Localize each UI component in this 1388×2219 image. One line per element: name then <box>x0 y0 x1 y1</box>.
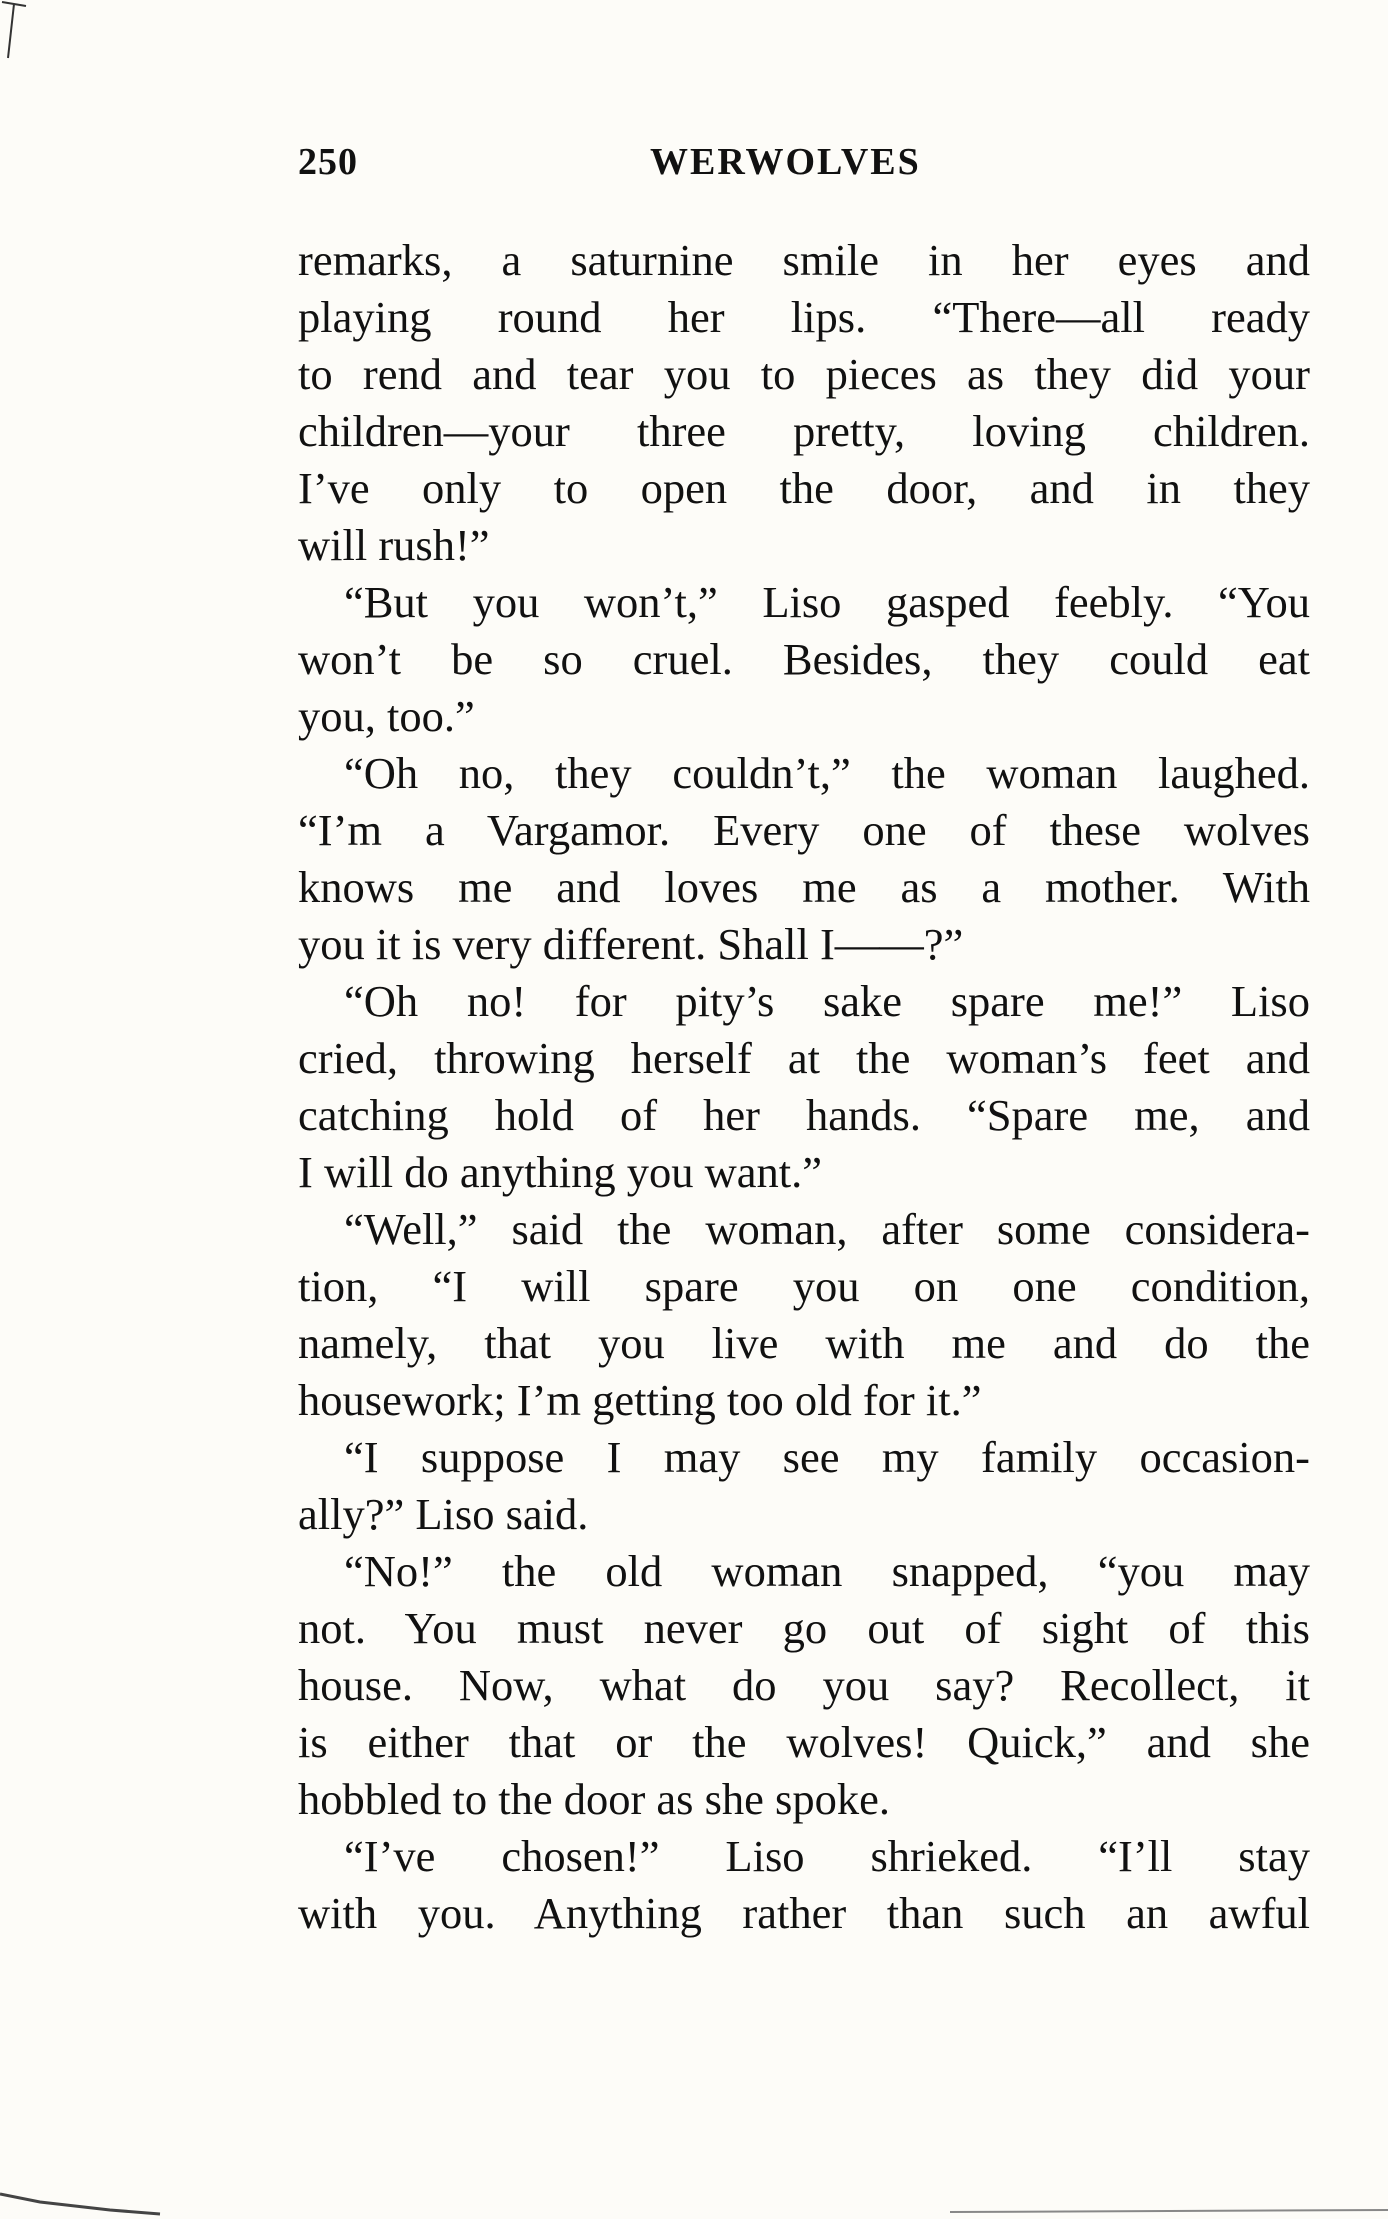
text-line: namely, that you live with me and do the <box>298 1318 1310 1368</box>
text-line: I’ve only to open the door, and in they <box>298 463 1310 513</box>
scan-edge-mark <box>0 0 28 60</box>
text-line: housework; I’m getting too old for it.” <box>298 1375 982 1425</box>
text-line: children—your three pretty, loving children. <box>298 406 1310 456</box>
text-line: “I’m a Vargamor. Every one of these wolves <box>298 805 1310 855</box>
running-title: WERWOLVES <box>650 141 921 183</box>
page-number: 250 <box>298 141 358 183</box>
page-header <box>298 140 980 190</box>
text-line: “Oh no, they couldn’t,” the woman laughed. <box>344 748 1310 798</box>
text-line: not. You must never go out of sight of this <box>298 1603 1310 1653</box>
text-line: knows me and loves me as a mother. With <box>298 862 1310 912</box>
text-line: will rush!” <box>298 520 490 570</box>
text-line: “Well,” said the woman, after some considera- <box>344 1204 1310 1254</box>
text-line: to rend and tear you to pieces as they did your <box>298 349 1310 399</box>
text-line: ally?” Liso said. <box>298 1489 589 1539</box>
text-line: “I suppose I may see my family occasion- <box>344 1432 1310 1482</box>
text-line: with you. Anything rather than such an awful <box>298 1888 1310 1938</box>
text-line: “Oh no! for pity’s sake spare me!” Liso <box>344 976 1310 1026</box>
text-line: house. Now, what do you say? Recollect, it <box>298 1660 1310 1710</box>
text-line: hobbled to the door as she spoke. <box>298 1774 890 1824</box>
text-line: cried, throwing herself at the woman’s feet and <box>298 1033 1310 1083</box>
text-line: tion, “I will spare you on one condition, <box>298 1261 1310 1311</box>
text-line: “But you won’t,” Liso gasped feebly. “You <box>344 577 1310 627</box>
text-line: playing round her lips. “There—all ready <box>298 292 1310 342</box>
text-line: you, too.” <box>298 691 475 741</box>
text-line: you it is very different. Shall I——?” <box>298 919 964 969</box>
text-line: “I’ve chosen!” Liso shrieked. “I’ll stay <box>344 1831 1310 1881</box>
text-line: is either that or the wolves! Quick,” and she <box>298 1717 1310 1767</box>
text-line: catching hold of her hands. “Spare me, and <box>298 1090 1310 1140</box>
scan-edge-mark-bottom <box>0 2180 1388 2219</box>
text-line: remarks, a saturnine smile in her eyes and <box>298 235 1310 285</box>
text-line: won’t be so cruel. Besides, they could eat <box>298 634 1310 684</box>
text-line: I will do anything you want.” <box>298 1147 823 1197</box>
body-text <box>298 232 1310 1942</box>
text-line: “No!” the old woman snapped, “you may <box>344 1546 1310 1596</box>
